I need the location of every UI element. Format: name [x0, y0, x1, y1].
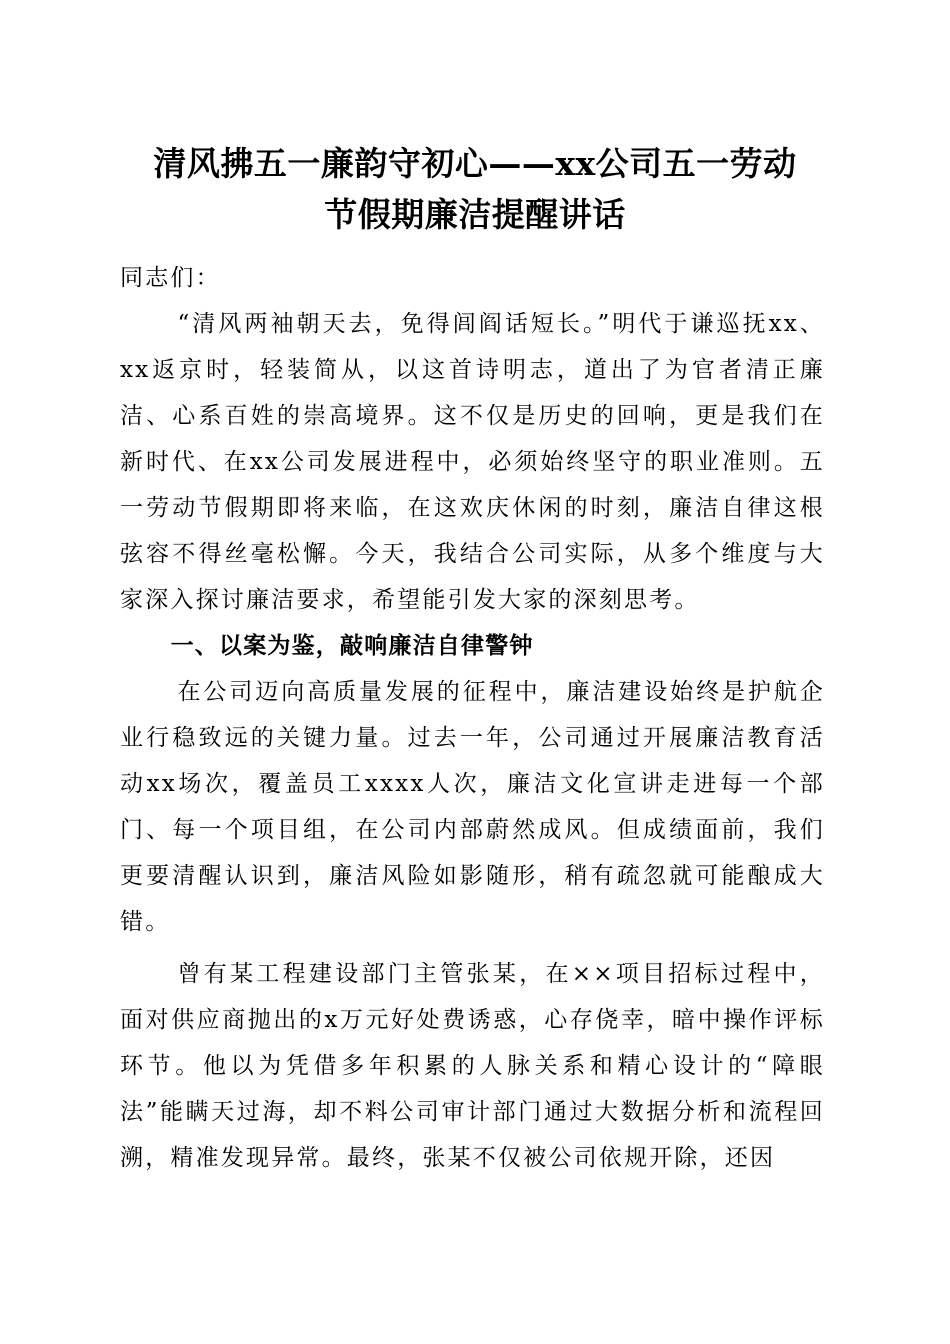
title-line-2: 节假期廉洁提醒讲话 [324, 195, 626, 234]
paragraph-section1: 在公司迈向高质量发展的征程中，廉洁建设始终是护航企业行稳致远的关键力量。过去一年，公司通过开展廉洁教育活动xx场次，覆盖员工xxxx人次，廉洁文化宣讲走进每一个部门、每一个项目组，在公司内部蔚然成风。但成绩面前，我们更要清醒认识到，廉洁风险如影随形，稍有疏忽就可能酿成大错。 [120, 679, 825, 935]
section-heading-1: 一、以案为鉴，敲响廉洁自律警钟 [170, 633, 534, 659]
paragraph-intro: “清风两袖朝天去，免得闾阎话短长。”明代于谦巡抚xx、xx返京时，轻装简从，以这首诗明志，道出了为官者清正廉洁、心系百姓的崇高境界。这不仅是历史的回响，更是我们在新时代、在xx公司发展进程中，必须始终坚守的职业准则。五一劳动节假期即将来临，在这欢庆休闲的时刻，廉洁自律这根弦容不得丝毫松懈。今天，我结合公司实际，从多个维度与大家深入探讨廉洁要求，希望能引发大家的深刻思考。 [120, 311, 825, 613]
paragraph-case: 曾有某工程建设部门主管张某，在××项目招标过程中，面对供应商抛出的x万元好处费诱惑，心存侥幸，暗中操作评标环节。他以为凭借多年积累的人脉关系和精心设计的“障眼法”能瞒天过海，却不料公司审计部门通过大数据分析和流程回溯，精准发现异常。最终，张某不仅被公司依规开除，还因 [120, 961, 825, 1171]
salutation: 同志们： [120, 265, 221, 291]
document-body [120, 255, 825, 1181]
document-title [110, 138, 840, 240]
title-line-1: 清风拂五一廉韵守初心——xx公司五一劳动 [153, 144, 797, 183]
